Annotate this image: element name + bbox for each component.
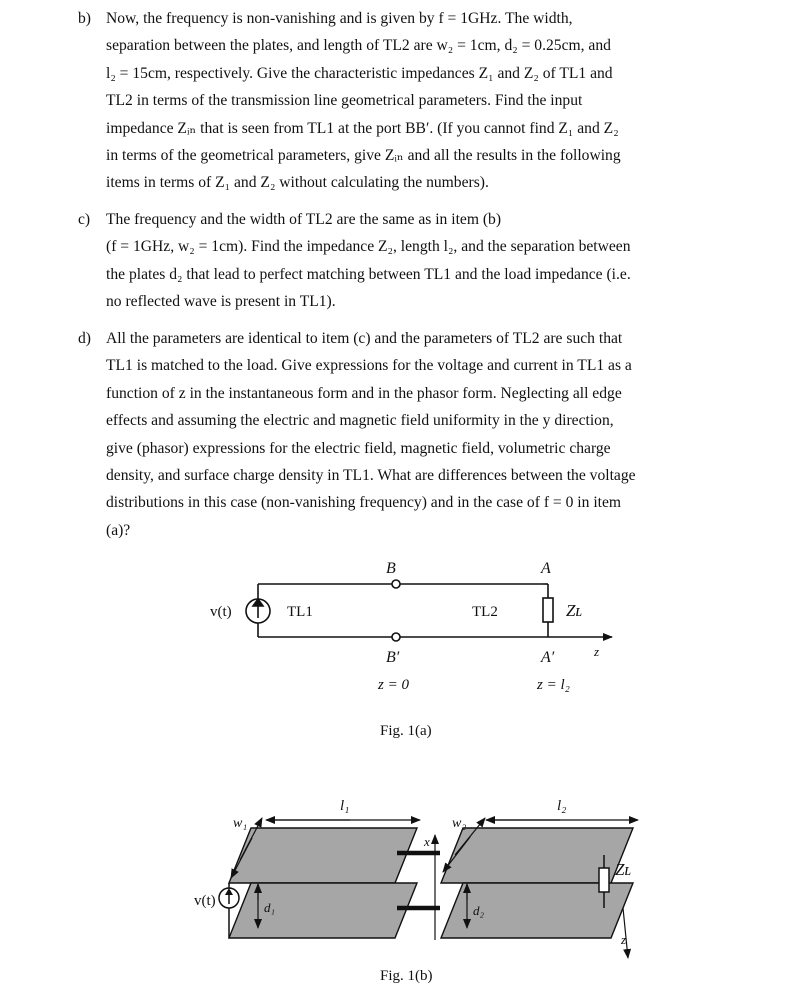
tl2-label: TL2: [472, 604, 498, 620]
z-axis-label: z: [621, 932, 627, 947]
tl1-top-plate: [229, 828, 417, 883]
node-a-label: A: [541, 560, 551, 577]
z0-label: z = 0: [378, 677, 409, 693]
load-label: Zʟ: [566, 601, 583, 620]
text-line: impedance Zᵢₙ that is seen from TL1 at the port BB′. (If you cannot find Z₁ and Z₂: [106, 119, 619, 137]
d2-label: d₂: [473, 903, 485, 918]
tl1-label: TL1: [287, 604, 313, 620]
l2-label: l₂: [557, 798, 567, 814]
fig1b-caption: Fig. 1(b): [380, 968, 433, 984]
port-b-node: [392, 580, 400, 588]
node-b-label: B: [386, 560, 396, 577]
z-axis-label: z: [594, 644, 600, 659]
text-line: effects and assuming the electric and magnetic field uniformity in the y direction,: [106, 412, 614, 430]
x-axis-label: x: [424, 834, 430, 849]
item-label: b): [78, 10, 91, 27]
text-line: All the parameters are identical to item (c) and the parameters of TL2 are such that: [106, 330, 623, 347]
load-impedance: [543, 598, 553, 622]
text-line: function of z in the instantaneous form and in the phasor form. Neglecting all edge: [106, 384, 622, 402]
text-line: Now, the frequency is non-vanishing and is given by f = 1GHz. The width,: [106, 10, 573, 27]
text-line: (f = 1GHz, w₂ = 1cm). Find the impedance Z₂, length l₂, and the separation between: [106, 238, 631, 256]
text-line: density, and surface charge density in TL1. What are differences between the voltage: [106, 467, 636, 485]
w2-label: w₂: [452, 816, 467, 831]
text-line: no reflected wave is present in TL1).: [106, 293, 336, 311]
text-line: The frequency and the width of TL2 are the same as in item (b): [106, 211, 502, 228]
load-label: Zʟ: [615, 860, 632, 879]
text-line: items in terms of Z₁ and Z₂ without calculating the numbers).: [106, 174, 489, 192]
text-line: in terms of the geometrical parameters, give Zᵢₙ and all the results in the following: [106, 147, 621, 165]
port-b-prime-node: [392, 633, 400, 641]
text-line: TL2 in terms of the transmission line geometrical parameters. Find the input: [106, 92, 583, 110]
load-impedance: [599, 868, 609, 892]
w1-label: w₁: [233, 816, 248, 831]
tl1-bottom-plate: [229, 883, 417, 938]
text-line: distributions in this case (non-vanishing frequency) and in the case of f = 0 in item: [106, 494, 622, 512]
fig1a-caption: Fig. 1(a): [380, 723, 432, 739]
item-label: c): [78, 211, 91, 228]
text-line: the plates d₂ that lead to perfect matching between TL1 and the load impedance (i.e.: [106, 265, 631, 283]
text-line: (a)?: [106, 521, 131, 539]
text-line: l₂ = 15cm, respectively. Give the characteristic impedances Z₁ and Z₂ of TL1 and: [106, 64, 613, 82]
text-line: separation between the plates, and length of TL2 are w₂ = 1cm, d₂ = 0.25cm, and: [106, 37, 611, 55]
l1-label: l₁: [340, 798, 350, 814]
text-line: give (phasor) expressions for the electric field, magnetic field, volumetric charge: [106, 439, 611, 457]
source-label: v(t): [194, 893, 216, 909]
node-a-prime-label: A′: [541, 649, 555, 666]
source-label: v(t): [210, 604, 232, 620]
fig1a-labels: [210, 560, 599, 739]
text-line: TL1 is matched to the load. Give expressions for the voltage and current in TL1 as a: [106, 357, 632, 375]
item-label: d): [78, 330, 91, 347]
node-b-prime-label: B′: [386, 649, 400, 666]
d1-label: d₁: [264, 900, 276, 915]
zl-label: z = l₂: [537, 677, 570, 693]
fig1b-plates: [229, 828, 633, 938]
